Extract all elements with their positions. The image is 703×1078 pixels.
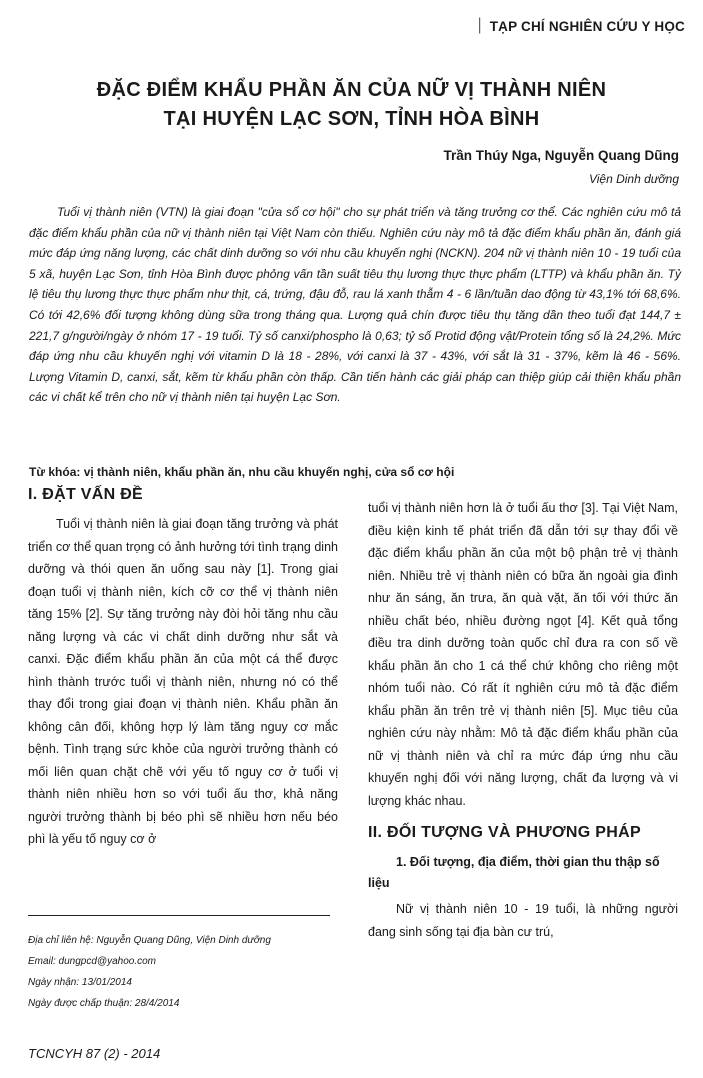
- right-column: [368, 497, 678, 943]
- section-heading-introduction: I. ĐẶT VẤN ĐỀ: [28, 486, 144, 503]
- methods-text: Nữ vị thành niên 10 - 19 tuổi, là những người đang sinh sống tại địa bàn cư trú,: [368, 902, 678, 939]
- subsection-heading-subjects: 1. Đối tượng, địa điểm, thời gian thu thập số liệu: [368, 855, 660, 890]
- footnotes: [28, 930, 271, 1014]
- introduction-text-right: tuổi vị thành niên hơn là ở tuổi ấu thơ [3]. Tại Việt Nam, điều kiện kinh tế phát triển đã dẫn tới sự thay đổi về đặc điểm khẩu phần ăn của một bộ phận trẻ vị thành niên. Nhiều trẻ vị thành niên có bữa ăn ngoài gia đình như ăn sáng, ăn trưa, ăn quà vặt, ăn tối với thức ăn nhiều chất béo, nhiều đường ngọt [4]. Kết quả tổng điều tra dinh dưỡng toàn quốc chỉ đưa ra con số về khẩu phần ăn cho 1 cá thể chứ không cho riêng một nhóm tuổi nào. Có rất ít nghiên cứu mô tả đặc điểm khẩu phần ăn trên trẻ vị thành niên [5]. Mục tiêu của nghiên cứu này nhằm: Mô tả đặc điểm khẩu phần của nữ vị thành niên và chỉ ra mức đáp ứng nhu cầu khuyến nghị đối với năng lượng, chất đa lượng và vi lượng khác nhau.: [368, 501, 678, 808]
- footnote-address: Địa chỉ liên hệ: Nguyễn Quang Dũng, Viện Dinh dưỡng: [28, 935, 271, 946]
- page-footer: TCNCYH 87 (2) - 2014: [28, 1046, 161, 1061]
- footnote-accepted-date: Ngày được chấp thuận: 28/4/2014: [28, 998, 180, 1009]
- abstract: Tuổi vị thành niên (VTN) là giai đoạn "cửa sổ cơ hội" cho sự phát triển và tăng trưởng cơ thể. Các nghiên cứu mô tả đặc điểm khẩu phần của nữ vị thành niên tại Việt Nam còn thiếu. Nghiên cứu này mô tả đặc điểm khẩu phần ăn, đánh giá mức đáp ứng năng lượng, các chất dinh dưỡng so với nhu cầu khuyến nghị (NCKN). 204 nữ vị thành niên 10 - 19 tuổi của 5 xã, huyện Lạc Sơn, tỉnh Hòa Bình được phỏng vấn tần suất tiêu thụ lương thực thực phẩm (LTTP) và khẩu phần ăn. Tỷ lệ tiêu thụ lương thực thực phẩm như thịt, cá, trứng, đậu đỗ, rau lá xanh thẫm 4 - 6 lần/tuần dao động từ 43,1% tới 68,6%. Có tới 42,6% đối tượng không dùng sữa trong tháng qua. Lượng quả chín được tiêu thụ tăng dần theo tuổi đạt 144,7 ± 221,7 g/người/ngày ở nhóm 17 - 19 tuổi. Tỷ số canxi/phospho là 0,63; tỷ số Protid động vật/Protein tổng số là 24,2%. Mức đáp ứng nhu cầu khuyến nghị với vitamin D là 18 - 28%, với canxi là 37 - 43%, với sắt là 31 - 37%, kẽm là 46 - 56%. Lượng Vitamin D, canxi, sắt, kẽm từ khẩu phần còn thấp. Cần tiến hành các giải pháp can thiệp giúp cải thiện khẩu phần các vi chất kể trên cho nữ vị thành niên tại huyện Lạc Sơn.: [29, 205, 681, 405]
- footnote-received-date: Ngày nhận: 13/01/2014: [28, 977, 132, 988]
- affiliation: Viện Dinh dưỡng: [588, 172, 679, 186]
- journal-header: [476, 19, 685, 34]
- section-heading-methods: II. ĐỐI TƯỢNG VÀ PHƯƠNG PHÁP: [368, 824, 641, 841]
- footnote-email: Email: dungpcd@yahoo.com: [28, 956, 156, 967]
- footnote-divider: [28, 915, 330, 916]
- authors: Trần Thúy Nga, Nguyễn Quang Dũng: [443, 148, 679, 163]
- journal-name: TẠP CHÍ NGHIÊN CỨU Y HỌC: [489, 19, 685, 34]
- left-column: [28, 480, 338, 851]
- article-title: [40, 76, 663, 134]
- introduction-text-left: Tuổi vị thành niên là giai đoạn tăng trưởng và phát triển cơ thể quan trọng có ảnh hưởng tới tình trạng dinh dưỡng và thói quen ăn uống sau này [1]. Trong giai đoạn tuổi vị thành niên, kích cỡ cơ thể vị thành niên tăng 15% [2]. Sự tăng trưởng này đòi hỏi tăng nhu cầu năng lượng và các vi chất dinh dưỡng như sắt và canxi. Đặc điểm khẩu phần ăn của một cá thể được hình thành trước tuổi vị thành niên, nhưng nó có thể thay đổi trong giai đoạn vị thành niên. Khẩu phần ăn không cân đối, không hợp lý làm tăng nguy cơ mắc bệnh. Tình trạng sức khỏe của người trưởng thành có mối liên quan chặt chẽ với yếu tố nguy cơ ở tuổi vị thành niên nhiều hơn so với tuổi ấu thơ, khả năng người trưởng thành bị béo phì sẽ nhiều hơn nếu béo phì là yếu tố nguy cơ ở: [28, 517, 338, 846]
- header-mark-icon: ׀: [475, 19, 484, 34]
- title-line-2: TẠI HUYỆN LẠC SƠN, TỈNH HÒA BÌNH: [163, 108, 540, 130]
- title-line-1: ĐẶC ĐIỂM KHẨU PHẦN ĂN CỦA NỮ VỊ THÀNH NIÊN: [96, 79, 607, 101]
- keywords: Từ khóa: vị thành niên, khẩu phần ăn, nhu cầu khuyến nghị, cửa sổ cơ hội: [29, 465, 455, 479]
